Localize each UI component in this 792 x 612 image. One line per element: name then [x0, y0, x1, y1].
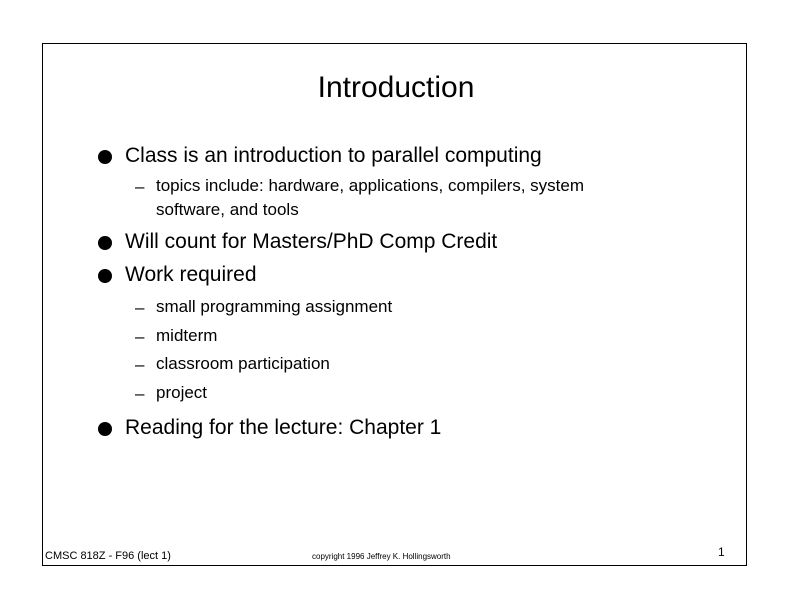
sub-item-midterm: midterm [156, 326, 218, 345]
bullet-dot [98, 150, 112, 164]
sub-item-participation: classroom participation [156, 354, 330, 373]
sub-bullet-dash: – [135, 177, 145, 196]
sub-bullet-dash: – [135, 298, 145, 317]
bullet-4-text: Reading for the lecture: Chapter 1 [125, 416, 442, 439]
bullet-dot [98, 236, 112, 250]
footer-course: CMSC 818Z - F96 (lect 1) [45, 550, 171, 562]
bullet-3-text: Work required [125, 263, 257, 286]
sub-bullet-dash: – [135, 384, 145, 403]
sub-item-topics-line-1: topics include: hardware, applications, compilers, system [156, 176, 585, 195]
sub-item-topics-line-2: software, and tools [156, 200, 299, 219]
page-number: 1 [718, 545, 725, 559]
slide-title: Introduction [317, 71, 475, 104]
sub-item-project: project [156, 383, 208, 402]
sub-bullet-dash: – [135, 327, 145, 346]
footer-copyright: copyright 1996 Jeffrey K. Hollingsworth [312, 552, 451, 561]
slide-frame [42, 43, 747, 566]
bullet-dot [98, 422, 112, 436]
sub-bullet-dash: – [135, 355, 145, 374]
bullet-dot [98, 269, 112, 283]
bullet-2-text: Will count for Masters/PhD Comp Credit [125, 230, 498, 253]
sub-item-assignment: small programming assignment [156, 297, 393, 316]
bullet-1-text: Class is an introduction to parallel computing [125, 144, 542, 167]
